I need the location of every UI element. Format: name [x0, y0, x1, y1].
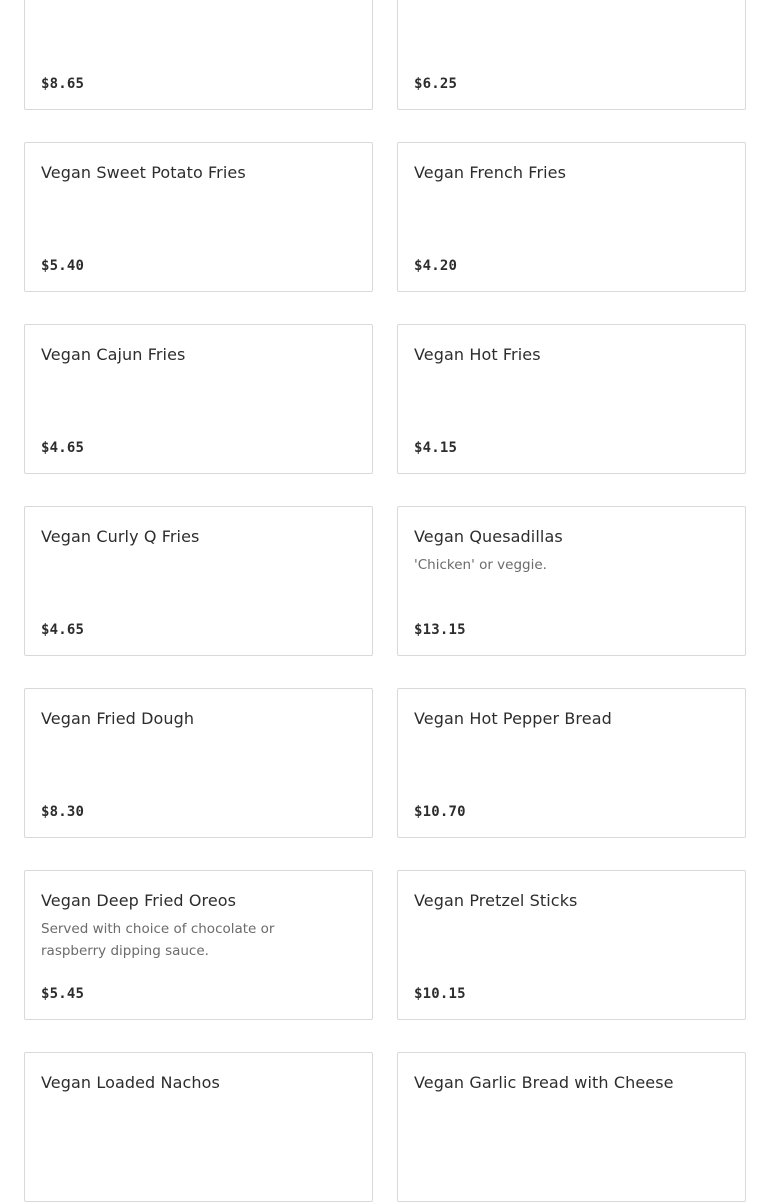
menu-item-name: Vegan Loaded Nachos — [41, 1073, 220, 1092]
menu-item-price: $4.20 — [414, 258, 458, 274]
menu-item-description: 'Chicken' or veggie. — [414, 557, 547, 573]
menu-item-price: $4.65 — [41, 622, 85, 638]
menu-item-name: Vegan Fried Dough — [41, 709, 195, 728]
menu-item-card[interactable] — [24, 506, 373, 656]
menu-item-name: Vegan Quesadillas — [414, 527, 563, 546]
menu-item-name: Vegan French Fries — [414, 163, 567, 182]
menu-item-price: $8.65 — [41, 76, 85, 92]
menu-item-card[interactable] — [24, 688, 373, 838]
menu-item-name: Vegan Pretzel Sticks — [414, 891, 578, 910]
menu-item-name: Vegan Cajun Fries — [41, 345, 186, 364]
menu-item-price: $4.65 — [41, 440, 85, 456]
menu-item-price: $5.40 — [41, 258, 85, 274]
menu-item-price: $6.25 — [414, 76, 458, 92]
menu-item-card[interactable] — [397, 142, 746, 292]
menu-item-card[interactable] — [24, 1052, 373, 1202]
menu-item-name: Vegan Curly Q Fries — [41, 527, 200, 546]
menu-item-card[interactable] — [24, 0, 373, 110]
menu-grid — [24, 0, 746, 1202]
menu-item-price: $13.15 — [414, 622, 466, 638]
menu-item-card[interactable] — [397, 506, 746, 656]
menu-item-card[interactable] — [397, 688, 746, 838]
menu-item-name: Vegan Hot Pepper Bread — [414, 709, 612, 728]
menu-item-price: $5.45 — [41, 986, 85, 1002]
menu-item-name: Vegan Garlic Bread with Cheese — [414, 1073, 674, 1092]
menu-item-card[interactable] — [397, 870, 746, 1020]
menu-item-price: $10.15 — [414, 986, 466, 1002]
menu-item-price: $8.30 — [41, 804, 85, 820]
menu-item-card[interactable] — [397, 324, 746, 474]
menu-item-card[interactable] — [24, 324, 373, 474]
menu-item-description: Served with choice of chocolate or raspberry dipping sauce. — [41, 921, 275, 959]
menu-item-card[interactable] — [24, 142, 373, 292]
menu-item-card[interactable] — [397, 0, 746, 110]
menu-item-card[interactable] — [397, 1052, 746, 1202]
menu-item-name: Vegan Hot Fries — [414, 345, 541, 364]
menu-item-name: Vegan Deep Fried Oreos — [41, 891, 237, 910]
menu-item-price: $10.70 — [414, 804, 466, 820]
menu-item-name: Vegan Sweet Potato Fries — [41, 163, 246, 182]
menu-item-price: $4.15 — [414, 440, 458, 456]
menu-item-card[interactable] — [24, 870, 373, 1020]
